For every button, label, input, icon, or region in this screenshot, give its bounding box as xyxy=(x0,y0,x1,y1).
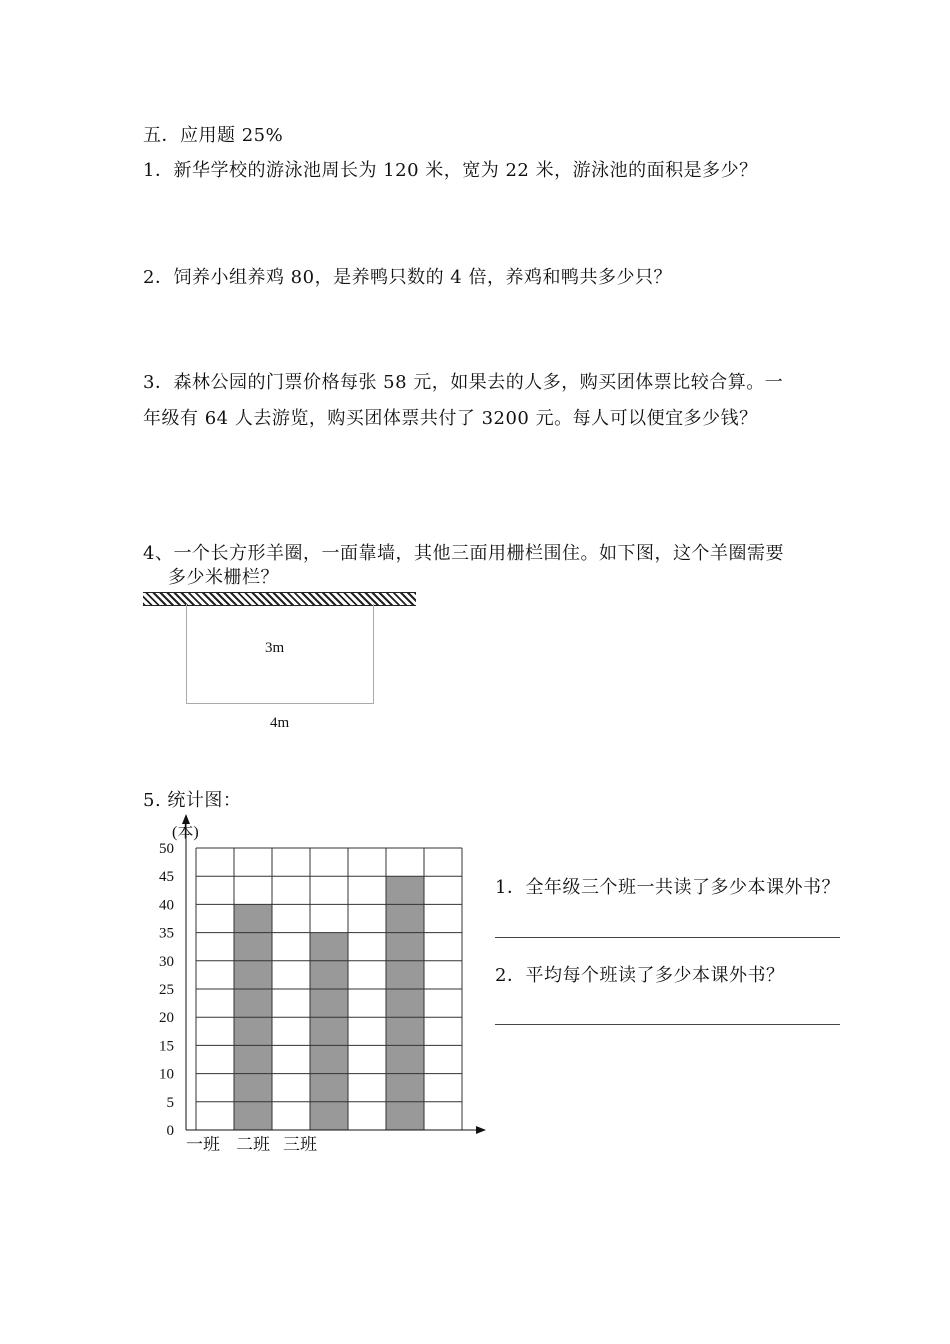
bar-3 xyxy=(386,876,424,1130)
y-tick-label: 35 xyxy=(159,925,174,942)
question-2: 2．饲养小组养鸡 80，是养鸭只数的 4 倍，养鸡和鸭共多少只？ xyxy=(143,267,672,288)
y-tick-label: 45 xyxy=(159,869,174,886)
category-label-1: 一班 xyxy=(186,1135,220,1154)
y-tick-label: 10 xyxy=(159,1066,174,1083)
question-1: 1．新华学校的游泳池周长为 120 米，宽为 22 米，游泳池的面积是多少？ xyxy=(143,160,758,181)
y-axis-label: (本) xyxy=(172,824,199,841)
answer-line-1 xyxy=(495,937,840,938)
answer-line-2 xyxy=(495,1024,840,1025)
category-label-2: 二班 xyxy=(236,1135,270,1154)
question-4-line-2: 多少米栅栏？ xyxy=(168,567,279,588)
bar-chart xyxy=(140,810,500,1160)
pen-width-label: 3m xyxy=(265,640,285,656)
section-title: 五．应用题 25% xyxy=(143,125,284,146)
question-5-title: 5. 统计图： xyxy=(143,790,242,811)
y-tick-label: 50 xyxy=(159,841,174,857)
y-tick-label: 5 xyxy=(166,1094,174,1111)
y-tick-label: 20 xyxy=(159,1010,174,1027)
question-3-line-1: 3．森林公园的门票价格每张 58 元，如果去的人多，购买团体票比较合算。一 xyxy=(143,372,784,393)
y-tick-label: 40 xyxy=(159,897,174,914)
question-4-line-1: 4、一个长方形羊圈，一面靠墙，其他三面用栅栏围住。如下图，这个羊圈需要 xyxy=(143,543,784,564)
y-tick-label: 15 xyxy=(159,1038,174,1055)
y-tick-label: 0 xyxy=(166,1123,174,1139)
y-tick-label: 30 xyxy=(159,953,174,970)
y-axis-arrow xyxy=(182,814,190,824)
bar-2 xyxy=(310,933,348,1130)
sub-question-1: 1．全年级三个班一共读了多少本课外书？ xyxy=(495,877,840,898)
x-axis-arrow xyxy=(476,1126,486,1134)
y-tick-label: 25 xyxy=(159,982,174,998)
sub-question-2: 2．平均每个班读了多少本课外书？ xyxy=(495,965,785,986)
question-3-line-2: 年级有 64 人去游览，购买团体票共付了 3200 元。每人可以便宜多少钱？ xyxy=(143,408,758,429)
pen-length-label: 4m xyxy=(270,715,290,731)
category-label-3: 三班 xyxy=(283,1135,317,1154)
